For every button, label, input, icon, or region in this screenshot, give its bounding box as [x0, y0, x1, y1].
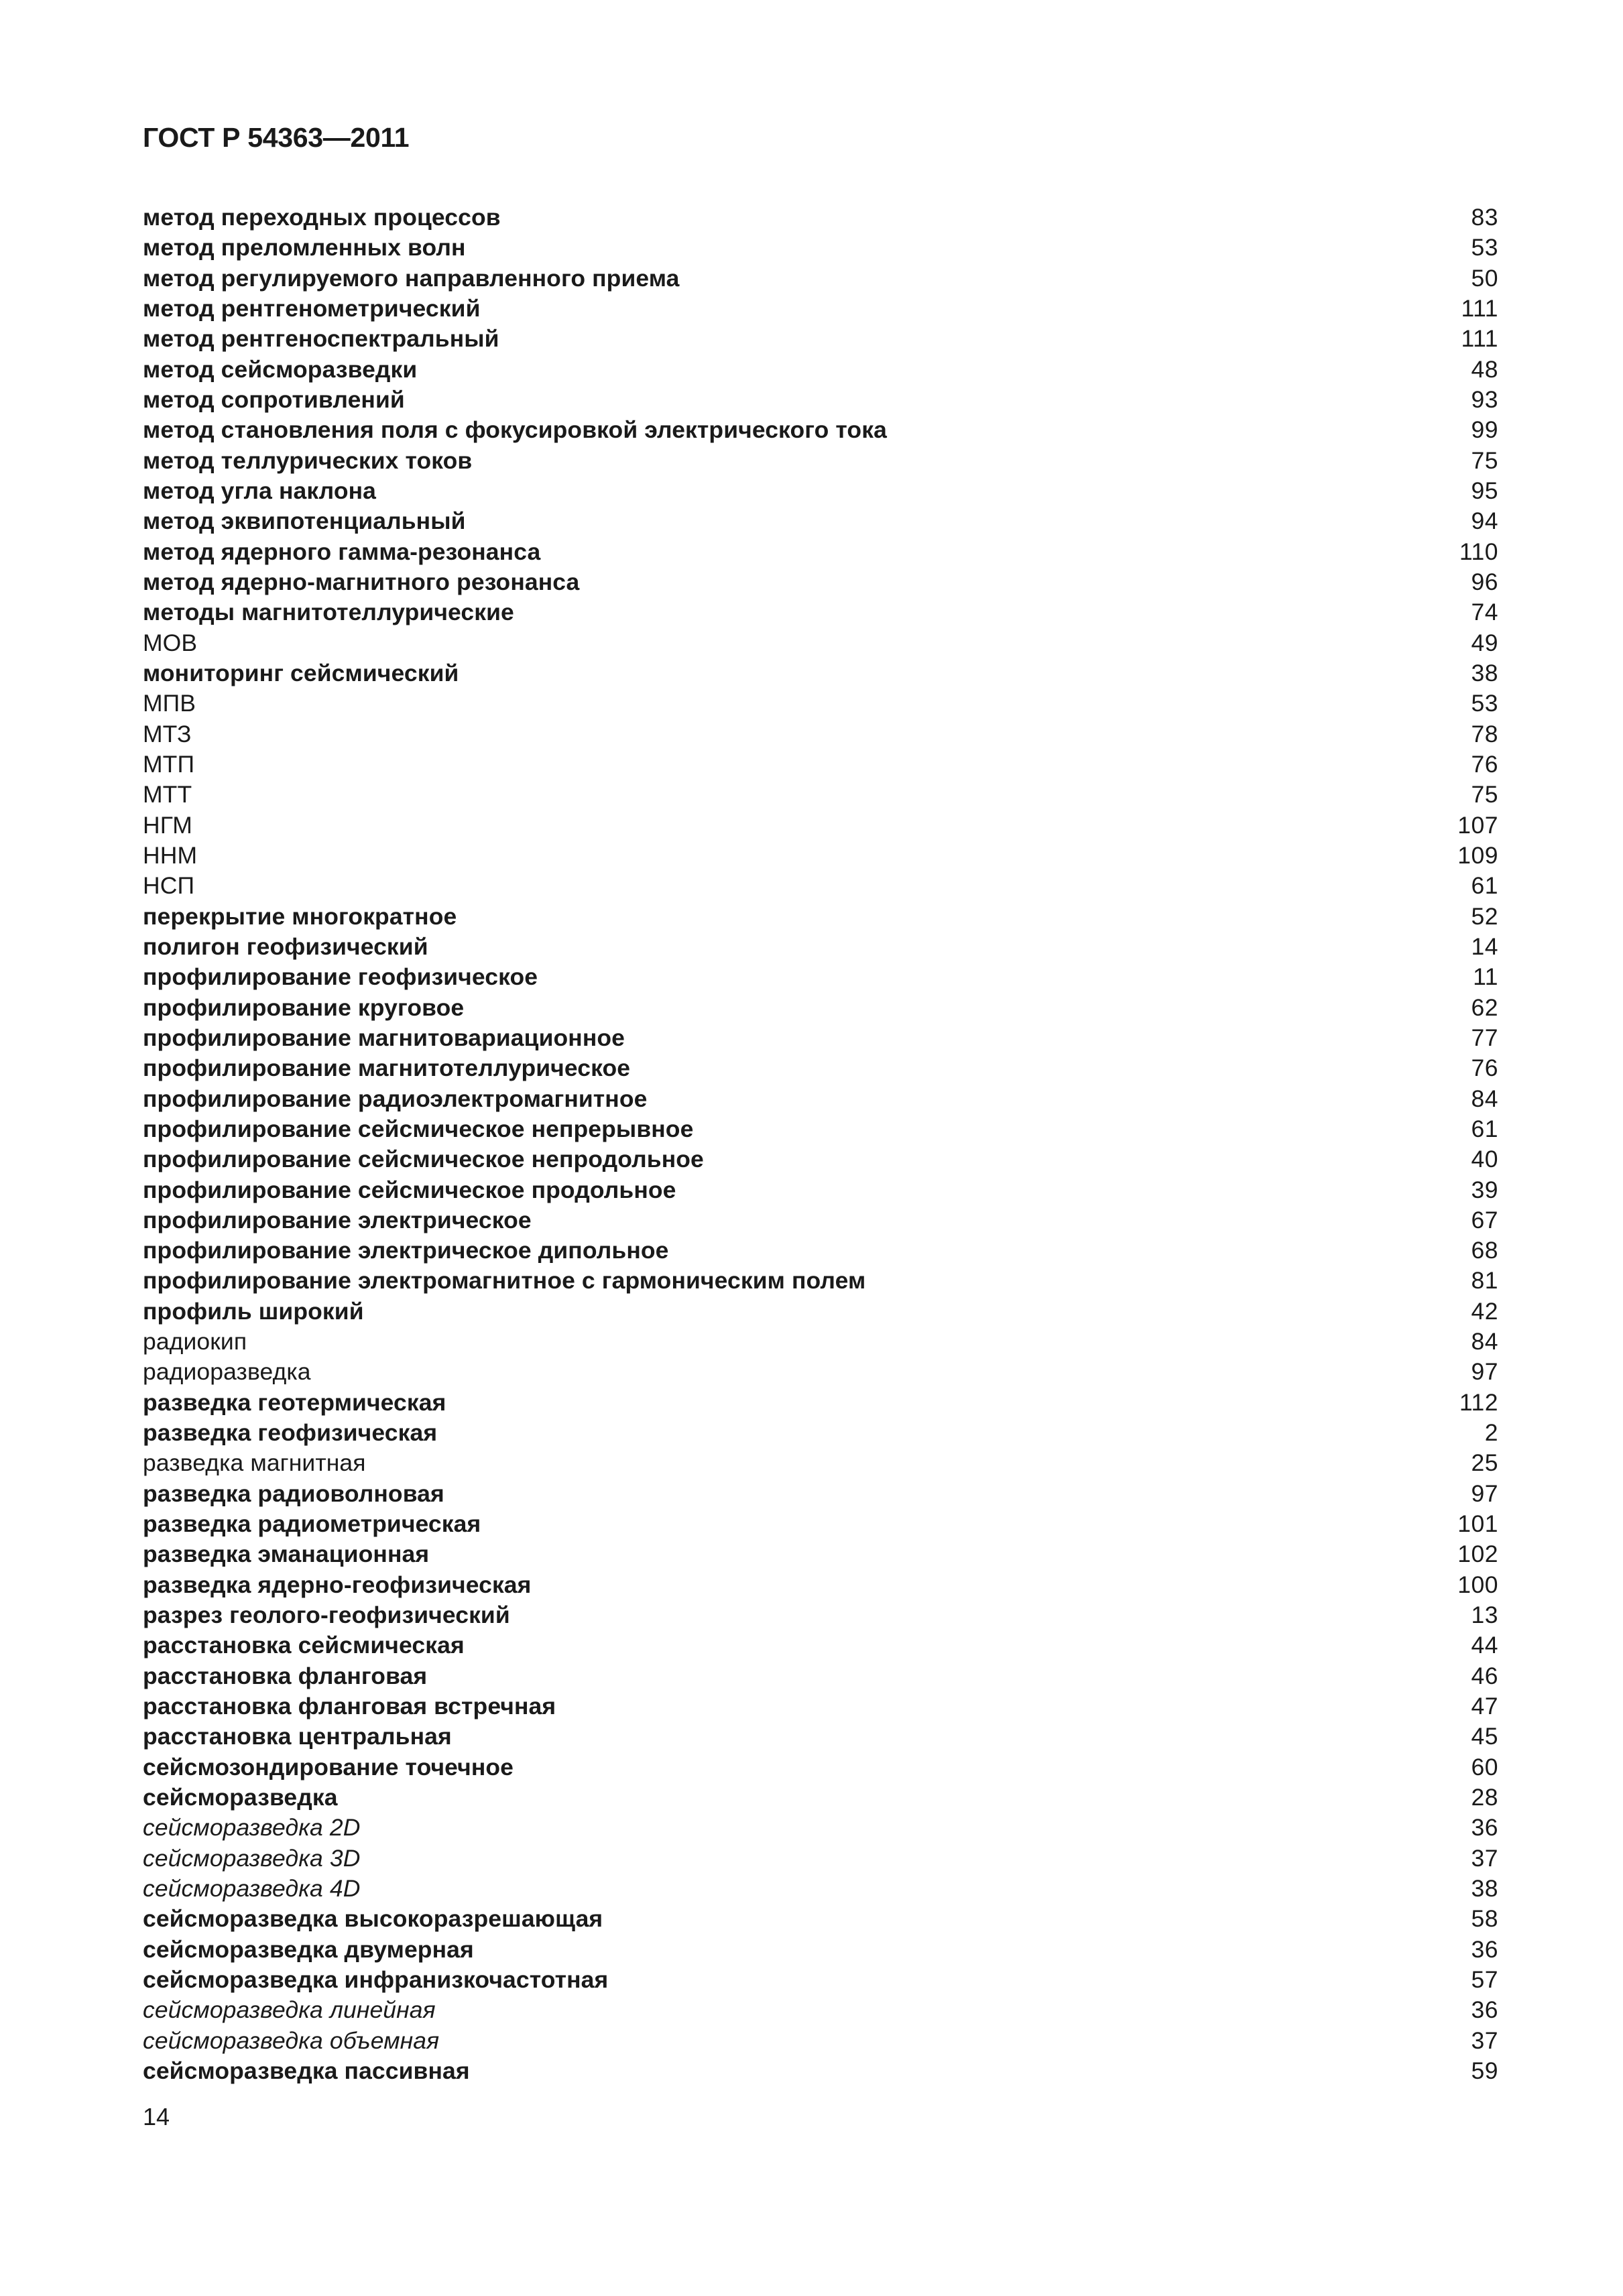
index-page-ref: 11	[1473, 963, 1498, 991]
index-page-ref: 52	[1471, 902, 1498, 930]
index-entry	[143, 658, 1498, 688]
index-term: метод сопротивлений	[143, 385, 405, 413]
index-term: профилирование магнитовариационное	[143, 1024, 625, 1051]
index-page-ref: 76	[1471, 750, 1498, 778]
index-term: метод переходных процессов	[143, 204, 501, 231]
index-term: метод ядерного гамма-резонанса	[143, 538, 541, 565]
index-page-ref: 37	[1471, 1844, 1498, 1872]
index-entry	[143, 962, 1498, 992]
index-page-ref: 61	[1471, 872, 1498, 900]
index-term: метод ядерно-магнитного резонанса	[143, 568, 580, 595]
index-term: мониторинг сейсмический	[143, 659, 459, 686]
index-page-ref: 28	[1471, 1784, 1498, 1811]
index-page-ref: 46	[1471, 1662, 1498, 1689]
index-entry	[143, 1479, 1498, 1509]
index-entry	[143, 2056, 1498, 2086]
index-entry	[143, 476, 1498, 506]
index-page-ref: 42	[1471, 1297, 1498, 1325]
index-term: метод регулируемого направленного приема	[143, 264, 680, 292]
index-page-ref: 36	[1471, 1935, 1498, 1963]
index-term: радиоразведка	[143, 1358, 311, 1386]
index-page-ref: 83	[1471, 204, 1498, 231]
index-page-ref: 40	[1471, 1146, 1498, 1173]
index-page-ref: 111	[1461, 294, 1498, 322]
index-page-ref: 49	[1471, 629, 1498, 656]
index-entry	[143, 1783, 1498, 1813]
index-page-ref: 38	[1471, 659, 1498, 686]
index-term: ННМ	[143, 841, 198, 869]
index-term: сейсморазведка 4D	[143, 1875, 361, 1902]
index-entry	[143, 871, 1498, 901]
index-entry	[143, 1296, 1498, 1327]
index-entry	[143, 1965, 1498, 1995]
index-entry	[143, 1995, 1498, 2025]
index-term: разведка ядерно-геофизическая	[143, 1571, 532, 1598]
index-entry	[143, 1448, 1498, 1478]
index-term: профилирование круговое	[143, 993, 465, 1021]
index-term: метод эквипотенциальный	[143, 507, 466, 535]
index-page-ref: 58	[1471, 1905, 1498, 1933]
index-term: разведка эманационная	[143, 1540, 430, 1568]
index-page-ref: 62	[1471, 993, 1498, 1021]
index-entry	[143, 2026, 1498, 2056]
index-term: профилирование сейсмическое непрерывное	[143, 1115, 694, 1142]
index-page-ref: 111	[1461, 325, 1498, 353]
index-entry	[143, 1600, 1498, 1630]
index-page-ref: 14	[1471, 932, 1498, 960]
index-page-ref: 67	[1471, 1206, 1498, 1233]
index-term: МОВ	[143, 629, 198, 656]
index-entry	[143, 324, 1498, 354]
index-page-ref: 39	[1471, 1176, 1498, 1203]
index-page-ref: 107	[1457, 811, 1498, 839]
index-term: сейсморазведка	[143, 1784, 338, 1811]
index-entry	[143, 1570, 1498, 1600]
index-page-ref: 47	[1471, 1693, 1498, 1720]
index-page-ref: 75	[1471, 446, 1498, 474]
index-page-ref: 61	[1471, 1115, 1498, 1142]
index-term: сейсморазведка инфранизкочастотная	[143, 1966, 609, 1994]
index-page-ref: 2	[1484, 1419, 1498, 1447]
index-entry	[143, 1175, 1498, 1205]
index-term: радиокип	[143, 1328, 247, 1355]
index-entry	[143, 1874, 1498, 1904]
index-page-ref: 53	[1471, 690, 1498, 717]
index-term: метод преломленных волн	[143, 234, 466, 261]
index-entry	[143, 688, 1498, 719]
index-term: профилирование сейсмическое непродольное	[143, 1146, 704, 1173]
index-term: профилирование электромагнитное с гармоническим полем	[143, 1267, 866, 1294]
index-term: сейсморазведка линейная	[143, 1996, 436, 2024]
index-entry	[143, 1935, 1498, 1965]
index-term: расстановка центральная	[143, 1723, 452, 1750]
index-page-ref: 84	[1471, 1085, 1498, 1112]
index-page-ref: 44	[1471, 1632, 1498, 1659]
page-number: 14	[143, 2103, 170, 2130]
index-entry	[143, 1630, 1498, 1660]
index-page-ref: 93	[1471, 385, 1498, 413]
index-term: метод становления поля с фокусировкой электрического тока	[143, 416, 887, 444]
index-page-ref: 81	[1471, 1267, 1498, 1294]
index-term: методы магнитотеллурические	[143, 599, 514, 626]
index-entry	[143, 263, 1498, 294]
index-page-ref: 13	[1471, 1602, 1498, 1629]
index-entry	[143, 1388, 1498, 1418]
index-page-ref: 76	[1471, 1054, 1498, 1082]
alphabetical-index	[143, 202, 1498, 2086]
index-entry	[143, 355, 1498, 385]
index-entry	[143, 780, 1498, 810]
index-page-ref: 45	[1471, 1723, 1498, 1750]
index-term: разведка геофизическая	[143, 1419, 438, 1447]
index-page-ref: 96	[1471, 568, 1498, 595]
index-term: МТП	[143, 750, 195, 778]
index-entry	[143, 1023, 1498, 1053]
index-entry	[143, 537, 1498, 567]
index-page-ref: 74	[1471, 599, 1498, 626]
index-term: метод угла наклона	[143, 477, 377, 504]
index-entry	[143, 902, 1498, 932]
index-term: расстановка сейсмическая	[143, 1632, 465, 1659]
index-entry	[143, 1053, 1498, 1083]
index-term: профилирование электрическое дипольное	[143, 1237, 669, 1264]
index-entry	[143, 1114, 1498, 1144]
index-term: МТТ	[143, 781, 192, 808]
index-term: сейсморазведка пассивная	[143, 2057, 470, 2085]
index-term: разведка магнитная	[143, 1449, 366, 1477]
index-term: сейсморазведка объемная	[143, 2027, 440, 2054]
index-term: профилирование радиоэлектромагнитное	[143, 1085, 648, 1112]
index-page-ref: 37	[1471, 2027, 1498, 2054]
index-term: разведка радиоволновая	[143, 1479, 444, 1507]
index-entry	[143, 1509, 1498, 1539]
index-page-ref: 110	[1459, 538, 1498, 565]
index-term: полигон геофизический	[143, 932, 428, 960]
index-term: сейсморазведка 3D	[143, 1844, 361, 1872]
index-page-ref: 101	[1457, 1510, 1498, 1538]
index-entry	[143, 1327, 1498, 1357]
index-page-ref: 109	[1457, 841, 1498, 869]
index-term: сейсморазведка высокоразрешающая	[143, 1905, 603, 1933]
index-page-ref: 84	[1471, 1328, 1498, 1355]
index-page-ref: 78	[1471, 720, 1498, 747]
index-entry	[143, 841, 1498, 871]
index-term: разведка радиометрическая	[143, 1510, 481, 1538]
index-entry	[143, 1357, 1498, 1387]
index-term: метод теллурических токов	[143, 446, 473, 474]
index-term: метод рентгенометрический	[143, 294, 481, 322]
index-entry	[143, 385, 1498, 415]
index-entry	[143, 993, 1498, 1023]
index-entry	[143, 810, 1498, 841]
index-page-ref: 75	[1471, 781, 1498, 808]
index-page-ref: 100	[1457, 1571, 1498, 1598]
index-entry	[143, 1691, 1498, 1721]
index-page-ref: 94	[1471, 507, 1498, 535]
index-entry	[143, 932, 1498, 962]
index-term: перекрытие многократное	[143, 902, 457, 930]
index-entry	[143, 567, 1498, 597]
index-entry	[143, 749, 1498, 780]
index-term: МТЗ	[143, 720, 192, 747]
index-entry	[143, 294, 1498, 324]
index-term: профилирование электрическое	[143, 1206, 532, 1233]
index-entry	[143, 719, 1498, 749]
index-entry	[143, 202, 1498, 233]
index-term: метод сейсморазведки	[143, 355, 418, 383]
index-entry	[143, 1084, 1498, 1114]
index-entry	[143, 506, 1498, 536]
index-page-ref: 102	[1457, 1540, 1498, 1568]
index-term: профилирование геофизическое	[143, 963, 538, 991]
index-term: метод рентгеноспектральный	[143, 325, 499, 353]
index-page-ref: 38	[1471, 1875, 1498, 1902]
index-page-ref: 50	[1471, 264, 1498, 292]
index-page-ref: 59	[1471, 2057, 1498, 2085]
index-term: профилирование магнитотеллурическое	[143, 1054, 631, 1082]
index-page-ref: 25	[1471, 1449, 1498, 1477]
index-entry	[143, 415, 1498, 445]
index-term: МПВ	[143, 690, 196, 717]
index-entry	[143, 1721, 1498, 1752]
index-page-ref: 77	[1471, 1024, 1498, 1051]
index-entry	[143, 1752, 1498, 1783]
index-term: НГМ	[143, 811, 192, 839]
index-entry	[143, 1235, 1498, 1266]
index-page-ref: 60	[1471, 1753, 1498, 1780]
index-entry	[143, 1813, 1498, 1843]
index-page-ref: 36	[1471, 1996, 1498, 2024]
index-page-ref: 53	[1471, 234, 1498, 261]
index-entry	[143, 446, 1498, 476]
index-term: профилирование сейсмическое продольное	[143, 1176, 676, 1203]
index-entry	[143, 1418, 1498, 1448]
index-page-ref: 36	[1471, 1814, 1498, 1841]
index-term: сейсморазведка двумерная	[143, 1935, 474, 1963]
index-page-ref: 97	[1471, 1479, 1498, 1507]
index-term: расстановка фланговая	[143, 1662, 428, 1689]
index-entry	[143, 1844, 1498, 1874]
index-entry	[143, 1539, 1498, 1569]
index-term: разрез геолого-геофизический	[143, 1602, 510, 1629]
index-entry	[143, 1904, 1498, 1934]
index-entry	[143, 1144, 1498, 1174]
index-term: разведка геотермическая	[143, 1388, 446, 1416]
index-page-ref: 95	[1471, 477, 1498, 504]
index-term: НСП	[143, 872, 195, 900]
index-page-ref: 68	[1471, 1237, 1498, 1264]
index-page-ref: 112	[1459, 1388, 1498, 1416]
index-page-ref: 48	[1471, 355, 1498, 383]
index-term: профиль широкий	[143, 1297, 364, 1325]
index-entry	[143, 1661, 1498, 1691]
index-entry	[143, 628, 1498, 658]
index-term: расстановка фланговая встречная	[143, 1693, 556, 1720]
index-entry	[143, 597, 1498, 627]
index-entry	[143, 1266, 1498, 1296]
index-term: сейсмозондирование точечное	[143, 1753, 514, 1780]
index-entry	[143, 1205, 1498, 1235]
index-entry	[143, 233, 1498, 263]
index-page-ref: 57	[1471, 1966, 1498, 1994]
index-page-ref: 97	[1471, 1358, 1498, 1386]
document-header: ГОСТ Р 54363—2011	[143, 122, 410, 153]
index-term: сейсморазведка 2D	[143, 1814, 361, 1841]
index-page-ref: 99	[1471, 416, 1498, 444]
